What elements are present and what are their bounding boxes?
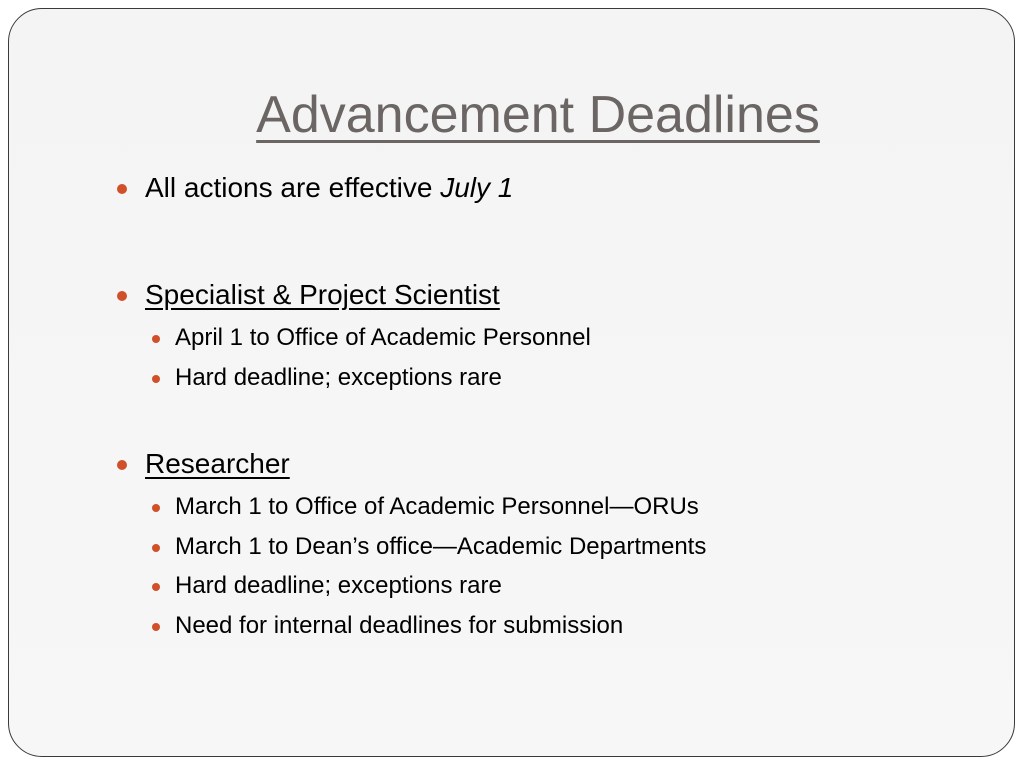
effective-date-emphasis: July 1 — [440, 172, 514, 203]
sub-bullet-text: March 1 to Dean’s office—Academic Departments — [175, 533, 707, 560]
sub-bullet-item — [0, 363, 502, 393]
sub-bullet-item — [0, 532, 706, 562]
sub-bullet-text: Hard deadline; exceptions rare — [175, 572, 502, 599]
bullet-dot-icon — [152, 504, 160, 512]
sub-bullet-text: April 1 to Office of Academic Personnel — [175, 324, 591, 351]
sub-bullet-text: Need for internal deadlines for submission — [175, 612, 624, 639]
bullet-dot-icon — [152, 335, 160, 343]
sub-bullet-text: March 1 to Office of Academic Personnel—ORUs — [175, 493, 699, 520]
sub-bullet-item — [0, 492, 699, 522]
slide-title: Advancement Deadlines — [256, 86, 820, 144]
bullet-item-researcher — [0, 446, 290, 482]
sub-bullet-text: Hard deadline; exceptions rare — [175, 364, 502, 391]
bullet-dot-icon — [117, 184, 127, 194]
bullet-dot-icon — [152, 583, 160, 591]
bullet-text: All actions are effective — [145, 172, 441, 203]
sub-bullet-item — [0, 323, 591, 353]
section-heading-researcher: Researcher — [145, 448, 290, 479]
section-heading-specialist: Specialist & Project Scientist — [145, 279, 500, 310]
bullet-dot-icon — [152, 544, 160, 552]
bullet-dot-icon — [117, 291, 127, 301]
bullet-dot-icon — [152, 623, 160, 631]
bullet-dot-icon — [152, 375, 160, 383]
sub-bullet-item — [0, 571, 502, 601]
sub-bullet-item — [0, 611, 623, 641]
bullet-item-effective-date — [0, 170, 513, 206]
bullet-dot-icon — [117, 460, 127, 470]
bullet-item-specialist — [0, 277, 500, 313]
